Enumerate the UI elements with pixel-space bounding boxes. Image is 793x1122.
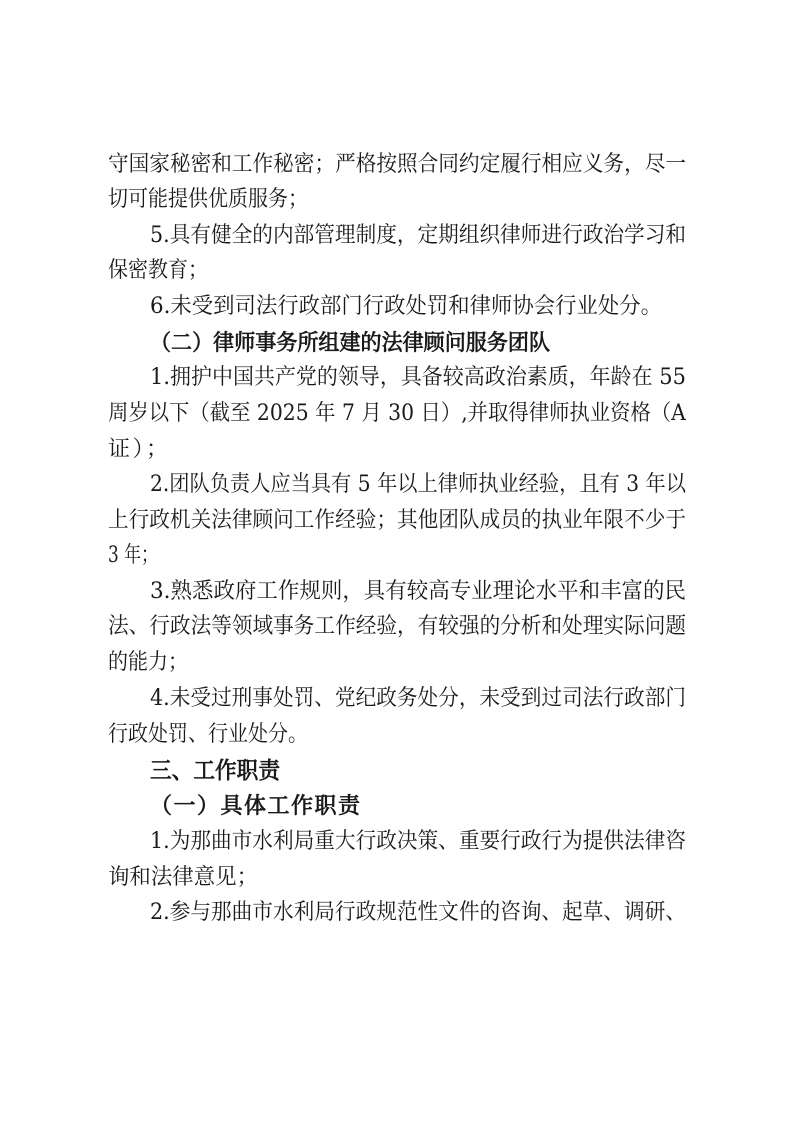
line-text: 4.未受过刑事处罚、党纪政务处分，未受到过司法行政部门 [150,686,686,711]
text-line-8 [0,394,793,434]
line-text: 上行政机关法律顾问工作经验；其他团队成员的执业年限不少于 [108,508,687,533]
text-line-16 [0,679,793,719]
line-text: 切可能提供优质服务； [108,187,309,212]
line-text: 2.团队负责人应当具有 5 年以上律师执业经验，且有 3 年以 [150,472,686,497]
line-text: 的能力； [108,650,189,675]
text-line-3 [0,216,793,256]
text-line-22 [0,893,793,933]
line-text: 3 年； [108,543,158,568]
line-text: 3.熟悉政府工作规则，具有较高专业理论水平和丰富的民 [150,579,686,604]
line-text: （一）具体工作职责 [150,793,362,819]
text-line-7 [0,358,793,398]
text-line-2 [0,180,793,220]
section-heading-team [0,323,793,363]
line-text: （二）律师事务所组建的法律顾问服务团队 [150,330,551,356]
text-line-4 [0,251,793,291]
line-text: 法、行政法等领域事务工作经验，有较强的分析和处理实际问题 [108,614,687,639]
text-line-14 [0,607,793,647]
text-line-12 [0,536,793,576]
line-text: 周岁以下（截至 2025 年 7 月 30 日）,并取得律师执业资格（A [108,401,686,426]
line-text: 三、工作职责 [150,757,280,784]
text-line-10 [0,465,793,505]
text-line-9 [0,430,793,470]
text-line-20 [0,822,793,862]
line-text: 2.参与那曲市水利局行政规范性文件的咨询、起草、调研、 [150,900,686,925]
line-text: 守国家秘密和工作秘密；严格按照合同约定履行相应义务，尽一 [108,152,687,177]
text-line-21 [0,858,793,898]
line-text: 1.为那曲市水利局重大行政决策、重要行政行为提供法律咨 [150,829,686,854]
line-text: 询和法律意见； [108,865,259,890]
section-heading-duties [0,751,793,791]
text-line-11 [0,501,793,541]
text-line-17 [0,715,793,755]
section-heading-specific-duties [0,786,793,826]
line-text: 5.具有健全的内部管理制度，定期组织律师进行政治学习和 [150,223,686,248]
text-line-5 [0,287,793,327]
line-text: 6.未受到司法行政部门行政处罚和律师协会行业处分。 [150,294,662,319]
line-text: 1.拥护中国共产党的领导，具备较高政治素质，年龄在 55 [150,365,686,390]
line-text: 保密教育； [108,258,209,283]
line-text: 行政处罚、行业处分。 [108,722,309,747]
text-line-13 [0,572,793,612]
text-line-1 [0,145,793,185]
text-line-15 [0,643,793,683]
line-text: 证）； [108,437,171,462]
